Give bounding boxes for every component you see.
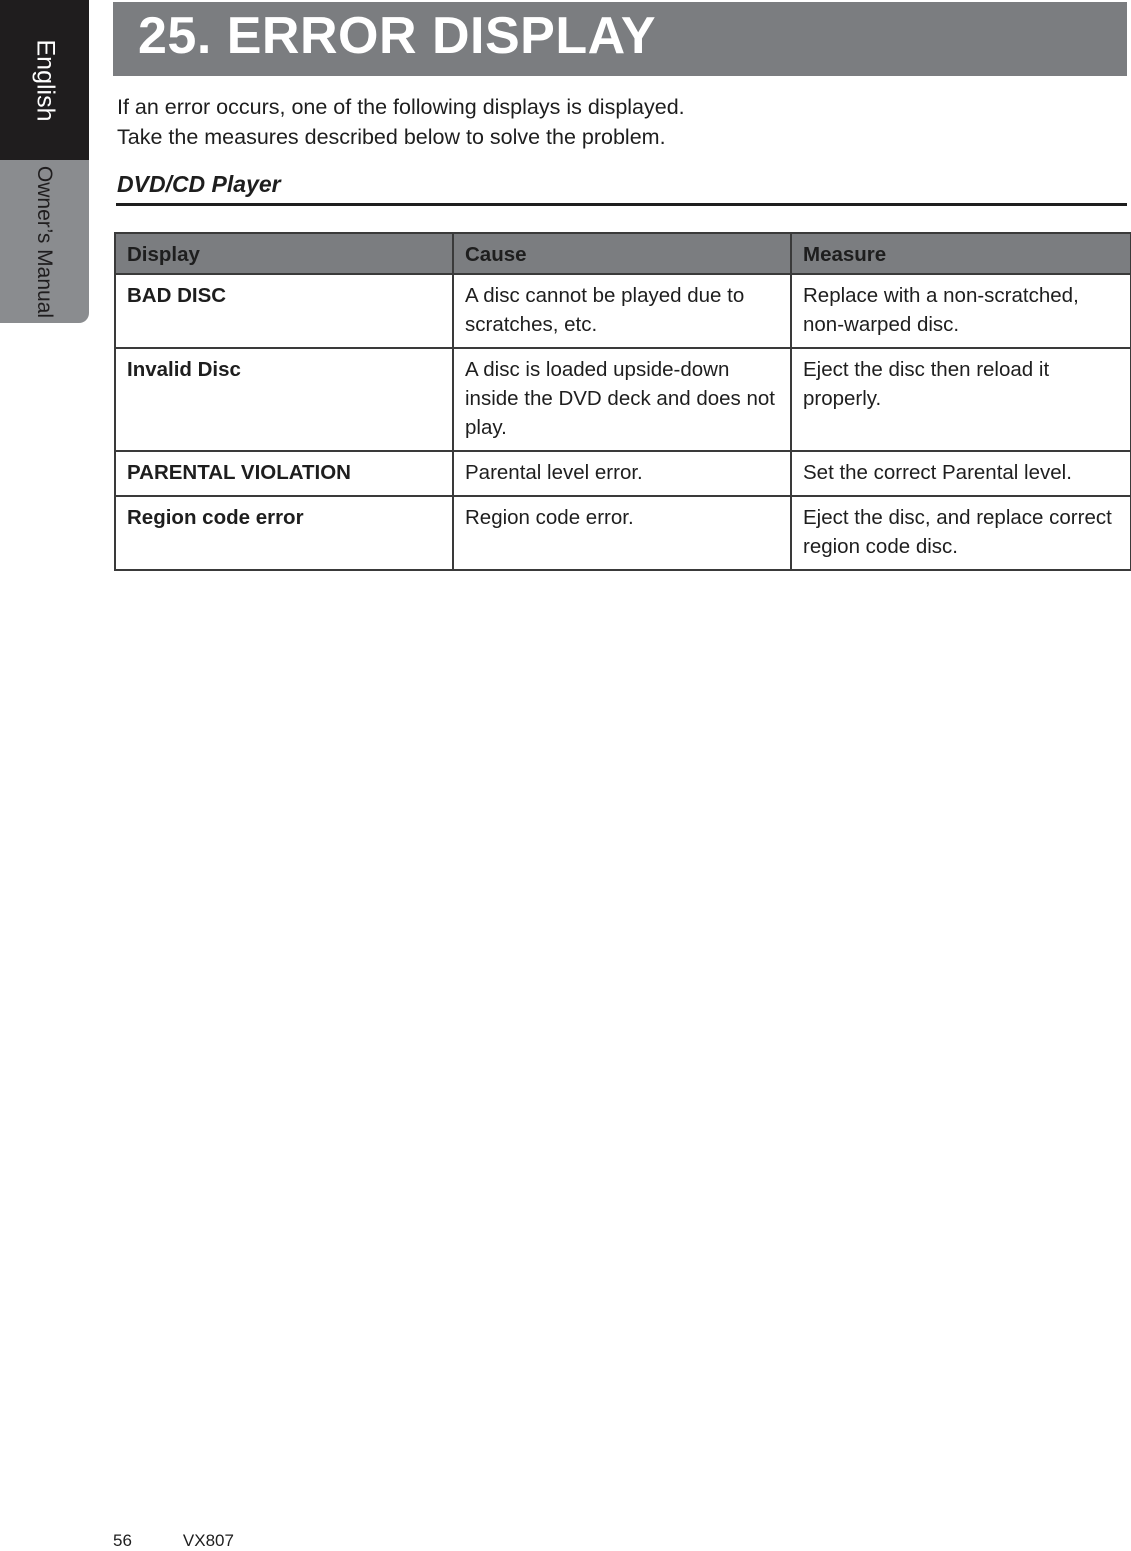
row-display: BAD DISC bbox=[115, 274, 453, 348]
row-cause: A disc is loaded upside-down inside the DVD deck and does not play. bbox=[453, 348, 791, 451]
intro-line-2: Take the measures described below to solve the problem. bbox=[117, 125, 666, 149]
intro-line-1: If an error occurs, one of the following displays is displayed. bbox=[117, 95, 685, 119]
tab-english-label: English bbox=[31, 39, 59, 121]
header-cause: Cause bbox=[453, 233, 791, 274]
page-number: 56 bbox=[113, 1531, 132, 1550]
row-measure: Eject the disc then reload it properly. bbox=[791, 348, 1131, 451]
table-row bbox=[115, 496, 1131, 570]
table-row bbox=[115, 451, 1131, 496]
row-cause: Region code error. bbox=[453, 496, 791, 570]
row-cause: A disc cannot be played due to scratches, etc. bbox=[453, 274, 791, 348]
tab-owners-manual bbox=[0, 160, 89, 323]
page-title: 25. ERROR DISPLAY bbox=[138, 7, 657, 65]
row-measure: Set the correct Parental level. bbox=[791, 451, 1131, 496]
table-header-row bbox=[115, 233, 1131, 274]
row-measure: Eject the disc, and replace correct region code disc. bbox=[791, 496, 1131, 570]
row-measure: Replace with a non-scratched, non-warped disc. bbox=[791, 274, 1131, 348]
table-row bbox=[115, 348, 1131, 451]
model-name: VX807 bbox=[182, 1531, 234, 1550]
intro-text bbox=[117, 92, 1117, 152]
title-bar bbox=[113, 2, 1127, 76]
section-heading: DVD/CD Player bbox=[117, 171, 281, 197]
row-display: Invalid Disc bbox=[115, 348, 453, 451]
row-cause: Parental level error. bbox=[453, 451, 791, 496]
tab-owners-manual-label: Owner’s Manual bbox=[33, 165, 57, 318]
header-measure: Measure bbox=[791, 233, 1131, 274]
row-display: Region code error bbox=[115, 496, 453, 570]
page-footer bbox=[113, 1531, 234, 1551]
header-display: Display bbox=[115, 233, 453, 274]
table-row bbox=[115, 274, 1131, 348]
error-table bbox=[114, 232, 1131, 571]
section-divider bbox=[116, 203, 1127, 206]
tab-english bbox=[0, 0, 89, 160]
row-display: PARENTAL VIOLATION bbox=[115, 451, 453, 496]
